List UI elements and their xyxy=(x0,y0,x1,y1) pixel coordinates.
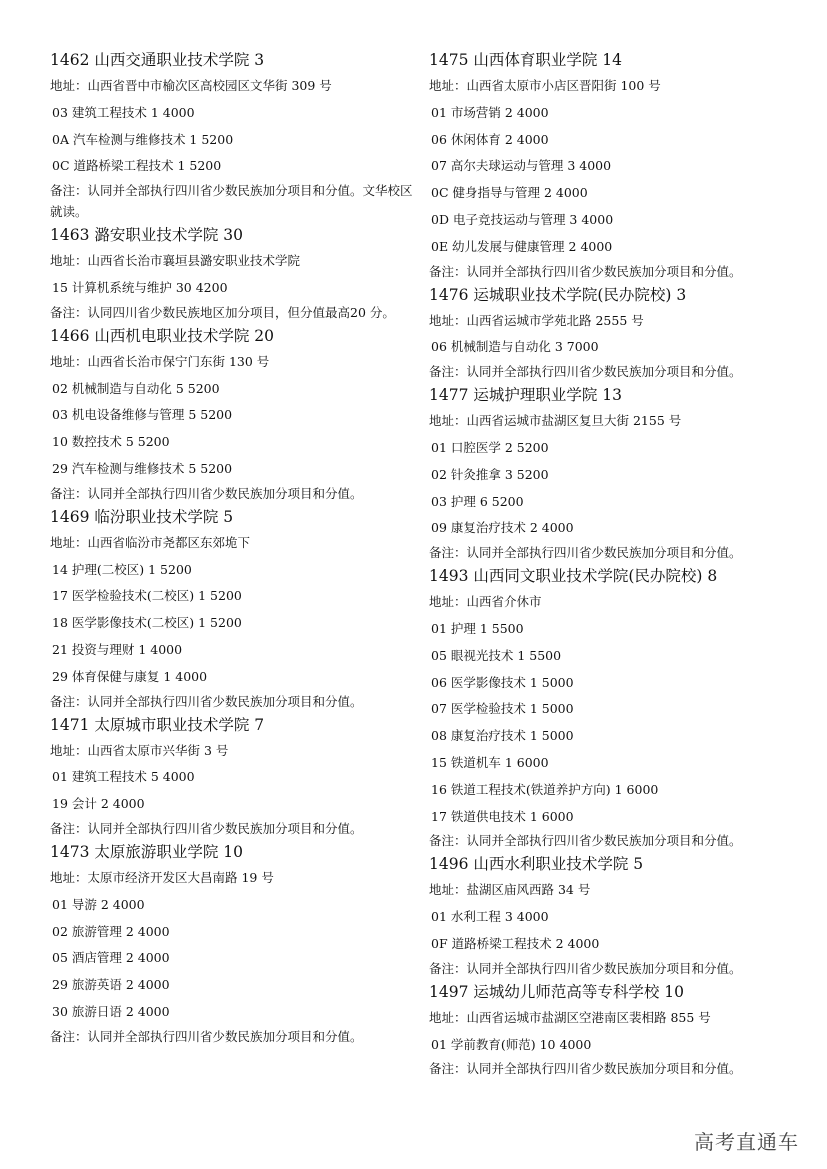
school-address: 地址：山西省太原市小店区晋阳街 100 号 xyxy=(429,78,661,93)
school-title: 1473 太原旅游职业学院 10 xyxy=(50,842,244,861)
school-title: 1462 山西交通职业技术学院 3 xyxy=(50,51,265,69)
school-note: 备注：认同并全部执行四川省少数民族加分项目和分值。 xyxy=(429,364,742,380)
major-item: 0C 健身指导与管理 2 4000 xyxy=(431,185,588,201)
school-title: 1463 潞安职业技术学院 30 xyxy=(50,226,244,245)
major-item: 07 医学检验技术 1 5000 xyxy=(431,701,574,717)
major-item: 0A 汽车检测与维修技术 1 5200 xyxy=(52,131,234,147)
major-item: 0F 道路桥梁工程技术 2 4000 xyxy=(431,935,600,951)
school-note: 备注：认同并全部执行四川省少数民族加分项目和分值。 xyxy=(50,693,363,709)
school-entry xyxy=(429,979,799,1080)
school-note: 备注：认同并全部执行四川省少数民族加分项目和分值。 xyxy=(50,820,363,836)
school-address: 地址：山西省运城市盐湖区空港南区裴相路 855 号 xyxy=(429,1009,711,1025)
major-item: 21 投资与理财 1 4000 xyxy=(52,641,183,657)
school-title: 1471 太原城市职业技术学院 7 xyxy=(50,715,265,734)
major-item: 30 旅游日语 2 4000 xyxy=(52,1003,170,1019)
major-item: 29 汽车检测与维修技术 5 5200 xyxy=(52,460,233,476)
major-item: 01 导游 2 4000 xyxy=(52,896,145,912)
left-column xyxy=(50,47,418,1047)
school-address: 地址：太原市经济开发区大昌南路 19 号 xyxy=(50,869,274,885)
school-title: 1475 山西体育职业学院 14 xyxy=(429,51,623,69)
major-item: 29 旅游英语 2 4000 xyxy=(52,977,170,993)
school-title: 1497 运城幼儿师范高等专科学校 10 xyxy=(429,982,685,1001)
school-note: 备注：认同并全部执行四川省少数民族加分项目和分值。 xyxy=(429,263,742,279)
major-item: 01 市场营销 2 4000 xyxy=(431,104,549,120)
school-title: 1466 山西机电职业技术学院 20 xyxy=(50,326,275,345)
major-item: 0E 幼儿发展与健康管理 2 4000 xyxy=(431,238,613,254)
major-item: 08 康复治疗技术 1 5000 xyxy=(431,728,574,744)
major-item: 02 旅游管理 2 4000 xyxy=(52,923,170,939)
school-title: 1496 山西水利职业技术学院 5 xyxy=(429,855,644,874)
major-item: 03 建筑工程技术 1 4000 xyxy=(52,104,195,120)
major-item: 05 酒店管理 2 4000 xyxy=(52,950,170,966)
school-entry xyxy=(429,282,799,383)
school-address: 地址：山西省运城市学苑北路 2555 号 xyxy=(429,312,644,328)
major-item: 16 铁道工程技术(铁道养护方向) 1 6000 xyxy=(431,781,659,797)
watermark: 高考直通车 xyxy=(694,1130,799,1154)
major-item: 02 机械制造与自动化 5 5200 xyxy=(52,380,220,396)
school-entry xyxy=(429,47,799,282)
school-address: 地址：山西省晋中市榆次区高校园区文华街 309 号 xyxy=(50,78,332,93)
school-address: 地址：山西省运城市盐湖区复旦大街 2155 号 xyxy=(429,413,682,429)
major-item: 18 医学影像技术(二校区) 1 5200 xyxy=(52,615,242,631)
major-item: 06 休闲体育 2 4000 xyxy=(431,131,549,147)
school-note: 备注：认同并全部执行四川省少数民族加分项目和分值。 xyxy=(429,833,742,849)
major-item: 10 数控技术 5 5200 xyxy=(52,434,170,450)
major-item: 06 医学影像技术 1 5000 xyxy=(431,674,574,690)
school-note: 备注：认同并全部执行四川省少数民族加分项目和分值。 xyxy=(429,960,742,976)
major-item: 14 护理(二校区) 1 5200 xyxy=(52,561,192,577)
school-address: 地址：山西省介休市 xyxy=(429,594,542,610)
school-note: 备注：认同并全部执行四川省少数民族加分项目和分值。 xyxy=(50,485,363,501)
right-column xyxy=(429,47,799,1079)
major-item: 01 建筑工程技术 5 4000 xyxy=(52,769,195,785)
major-item: 01 护理 1 5500 xyxy=(431,620,524,636)
major-item: 29 体育保健与康复 1 4000 xyxy=(52,668,208,684)
school-entry xyxy=(50,839,418,1047)
school-entry xyxy=(429,382,799,563)
school-title: 1493 山西同文职业技术学院(民办院校) 8 xyxy=(429,567,718,586)
major-item: 05 眼视光技术 1 5500 xyxy=(431,647,562,663)
school-entry xyxy=(50,47,418,222)
major-item: 0D 电子竞技运动与管理 3 4000 xyxy=(431,211,614,227)
major-item: 03 护理 6 5200 xyxy=(431,493,524,509)
school-note: 备注：认同并全部执行四川省少数民族加分项目和分值。文华校区就读。 xyxy=(50,183,413,220)
school-title: 1469 临汾职业技术学院 5 xyxy=(50,507,234,526)
school-entry xyxy=(50,323,418,504)
major-item: 01 学前教育(师范) 10 4000 xyxy=(431,1036,592,1052)
major-item: 15 计算机系统与维护 30 4200 xyxy=(52,279,228,295)
major-item: 19 会计 2 4000 xyxy=(52,796,145,812)
school-note: 备注：认同四川省少数民族地区加分项目，但分值最高20 分。 xyxy=(50,304,395,320)
school-title: 1477 运城护理职业学院 13 xyxy=(429,386,623,405)
school-address: 地址：盐湖区庙风西路 34 号 xyxy=(429,882,591,898)
major-item: 06 机械制造与自动化 3 7000 xyxy=(431,339,599,355)
major-item: 09 康复治疗技术 2 4000 xyxy=(431,520,574,536)
school-entry xyxy=(429,563,799,851)
school-address: 地址：山西省太原市兴华街 3 号 xyxy=(50,742,229,758)
school-address: 地址：山西省长治市保宁门东街 130 号 xyxy=(50,353,270,369)
major-item: 03 机电设备维修与管理 5 5200 xyxy=(52,407,233,423)
school-title: 1476 运城职业技术学院(民办院校) 3 xyxy=(429,285,687,304)
school-note: 备注：认同并全部执行四川省少数民族加分项目和分值。 xyxy=(50,1028,363,1044)
school-entry xyxy=(50,222,418,323)
school-entry xyxy=(429,851,799,978)
major-item: 01 水利工程 3 4000 xyxy=(431,909,549,925)
major-item: 02 针灸推拿 3 5200 xyxy=(431,466,549,482)
school-address: 地址：山西省长治市襄垣县潞安职业技术学院 xyxy=(50,253,301,269)
school-address: 地址：山西省临汾市尧都区东郊垝下 xyxy=(50,534,251,550)
major-item: 17 医学检验技术(二校区) 1 5200 xyxy=(52,588,242,604)
school-entry xyxy=(50,504,418,712)
school-entry xyxy=(50,712,418,839)
school-note: 备注：认同并全部执行四川省少数民族加分项目和分值。 xyxy=(429,1061,742,1077)
major-item: 07 高尔夫球运动与管理 3 4000 xyxy=(431,158,612,174)
major-item: 15 铁道机车 1 6000 xyxy=(431,754,549,770)
school-note: 备注：认同并全部执行四川省少数民族加分项目和分值。 xyxy=(429,545,742,561)
major-item: 17 铁道供电技术 1 6000 xyxy=(431,808,574,824)
major-item: 0C 道路桥梁工程技术 1 5200 xyxy=(52,158,222,174)
major-item: 01 口腔医学 2 5200 xyxy=(431,439,549,455)
